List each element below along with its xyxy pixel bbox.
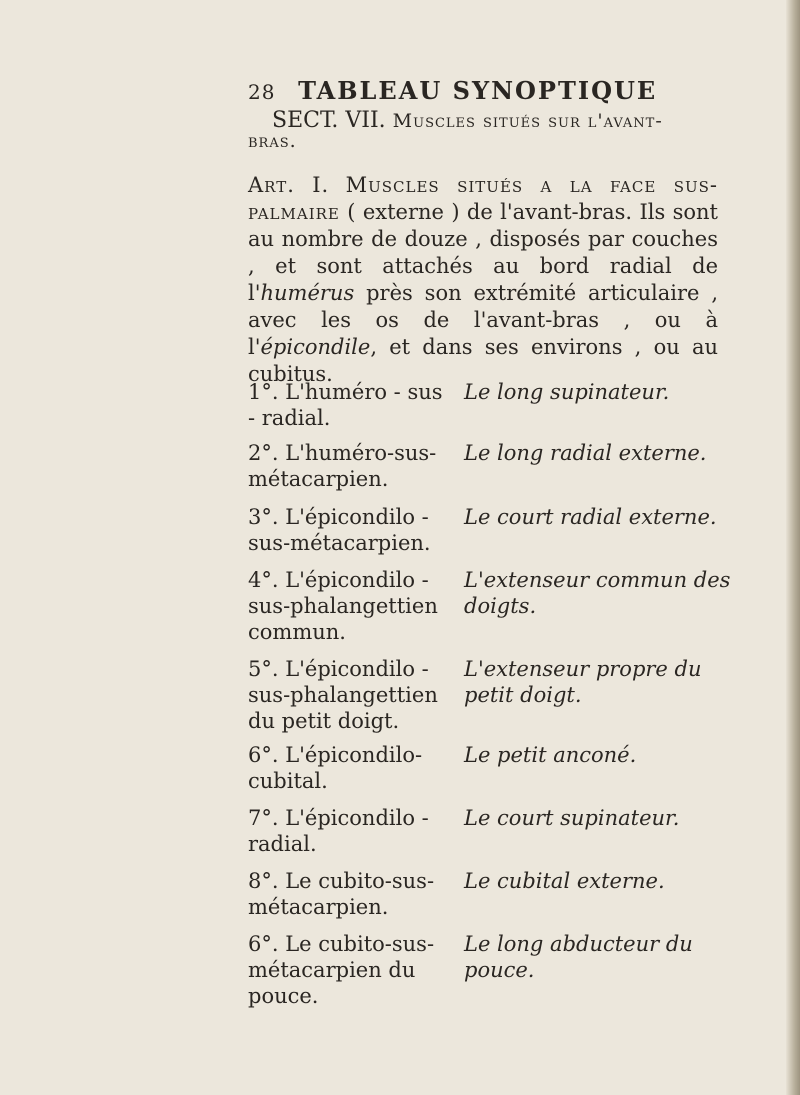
article-text-b: près son extrémité articulaire , avec les os de l'avant-bras , ou à l'	[248, 281, 718, 359]
article-text-a: ( externe ) de l'avant-bras. Ils sont au nombre de douze , disposés par couches , et sont attachés au bord radial de l'	[248, 200, 718, 305]
article-text-c: , et dans ses environs , ou au cubitus.	[248, 335, 718, 386]
muscle-origin: 5°. L'épicondilo - sus-phalangettien du petit doigt.	[248, 657, 438, 733]
article-paragraph	[248, 172, 718, 388]
section-label: SECT. VII.	[272, 108, 386, 133]
muscle-name: Le long radial externe.	[464, 441, 707, 465]
muscle-origin: 6°. L'épicondilo-cubital.	[248, 743, 423, 793]
muscle-origin: 2°. L'huméro-sus-métacarpien.	[248, 441, 437, 491]
muscle-name: Le court radial externe.	[464, 505, 717, 529]
article-epicondile: épicondile	[260, 335, 371, 359]
section-title: Muscles situés sur l'avant-	[392, 110, 663, 132]
muscle-name: Le long supinateur.	[464, 380, 670, 404]
section-heading	[272, 107, 732, 135]
page-title: TABLEAU SYNOPTIQUE	[298, 76, 658, 105]
page-number: 28	[248, 80, 276, 104]
muscle-name: L'extenseur propre du petit doigt.	[464, 657, 702, 707]
muscle-name: Le petit anconé.	[464, 743, 637, 767]
muscle-origin: 8°. Le cubito-sus-métacarpien.	[248, 869, 435, 919]
muscle-origin: 3°. L'épicondilo - sus-métacarpien.	[248, 505, 431, 555]
muscle-name: Le long abducteur du pouce.	[464, 932, 693, 982]
muscle-name: L'extenseur commun des doigts.	[464, 568, 731, 618]
muscle-origin: 7°. L'épicondilo - radial.	[248, 806, 429, 856]
muscle-name: Le court supinateur.	[464, 806, 680, 830]
muscle-origin: 6°. Le cubito-sus-métacarpien du pouce.	[248, 932, 435, 1008]
article-heading: Muscles situés a la face sus-palmaire	[248, 173, 718, 224]
muscle-name: Le cubital externe.	[464, 869, 665, 893]
running-header	[248, 76, 718, 105]
muscle-origin: 4°. L'épicondilo - sus-phalangettien commun.	[248, 568, 438, 644]
page-edge	[786, 0, 800, 1095]
article-humerus: humérus	[260, 281, 355, 305]
muscle-origin: 1°. L'huméro - sus - radial.	[248, 380, 443, 430]
article-label: Art. I.	[248, 173, 330, 197]
section-title-continued: bras.	[248, 130, 297, 152]
